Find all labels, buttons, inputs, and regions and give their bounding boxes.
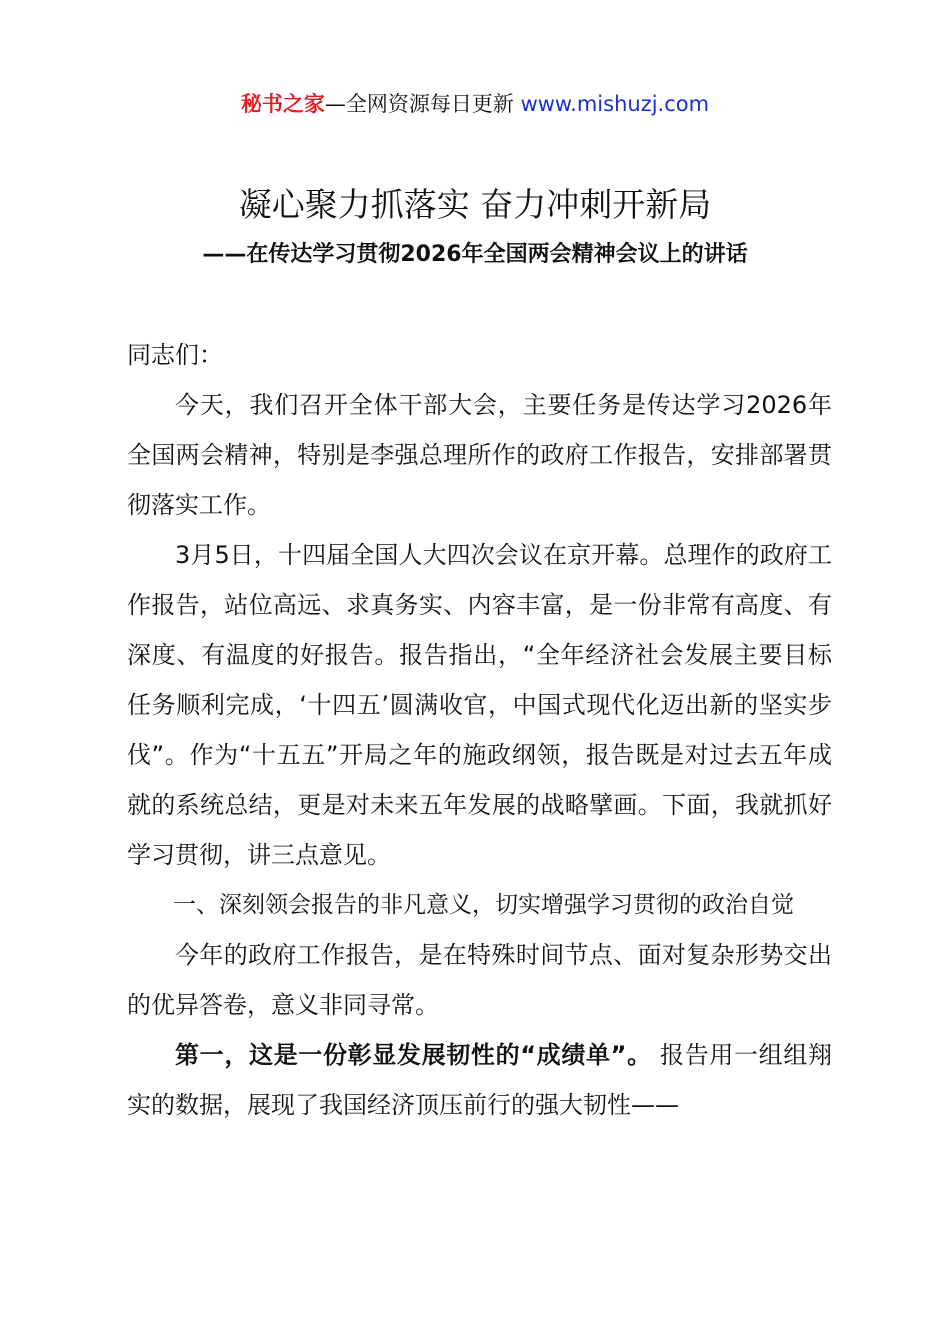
brand-name: 秘书之家 bbox=[240, 92, 325, 116]
point-one-text: 报告用一组组翔实的数据，展现了我国经济顶压前行的强大韧性—— bbox=[127, 1041, 832, 1119]
point-one-lead: 第一，这是一份彰显发展韧性的“成绩单”。 bbox=[175, 1041, 652, 1069]
site-tagline: —全网资源每日更新 bbox=[324, 92, 514, 116]
document-subtitle: ——在传达学习贯彻2026年全国两会精神会议上的讲话 bbox=[202, 242, 748, 267]
document-title: 凝心聚力抓落实 奋力冲刺开新局 bbox=[238, 185, 712, 224]
section-intro: 今年的政府工作报告，是在特殊时间节点、面对复杂形势交出的优异答卷，意义非同寻常。 bbox=[127, 941, 832, 1019]
salutation: 同志们： bbox=[127, 341, 223, 369]
document-body bbox=[127, 330, 832, 1130]
site-header bbox=[0, 88, 950, 120]
site-url-link[interactable]: www.mishuzj.com bbox=[520, 92, 710, 116]
paragraph-intro: 今天，我们召开全体干部大会，主要任务是传达学习2026年全国两会精神，特别是李强总理所作的政府工作报告，安排部署贯彻落实工作。 bbox=[127, 391, 832, 519]
point-one-paragraph bbox=[127, 1030, 832, 1130]
paragraph-background: 3月5日，十四届全国人大四次会议在京开幕。总理作的政府工作报告，站位高远、求真务实、内容丰富，是一份非常有高度、有深度、有温度的好报告。报告指出，“全年经济社会发展主要目标任务顺利完成，‘十四五’圆满收官，中国式现代化迈出新的坚实步伐”。作为“十五五”开局之年的施政纲领，报告既是对过去五年成就的系统总结，更是对未来五年发展的战略擘画。下面，我就抓好学习贯彻，讲三点意见。 bbox=[127, 541, 832, 869]
section-heading-1: 一、深刻领会报告的非凡意义，切实增强学习贯彻的政治自觉 bbox=[173, 892, 794, 918]
